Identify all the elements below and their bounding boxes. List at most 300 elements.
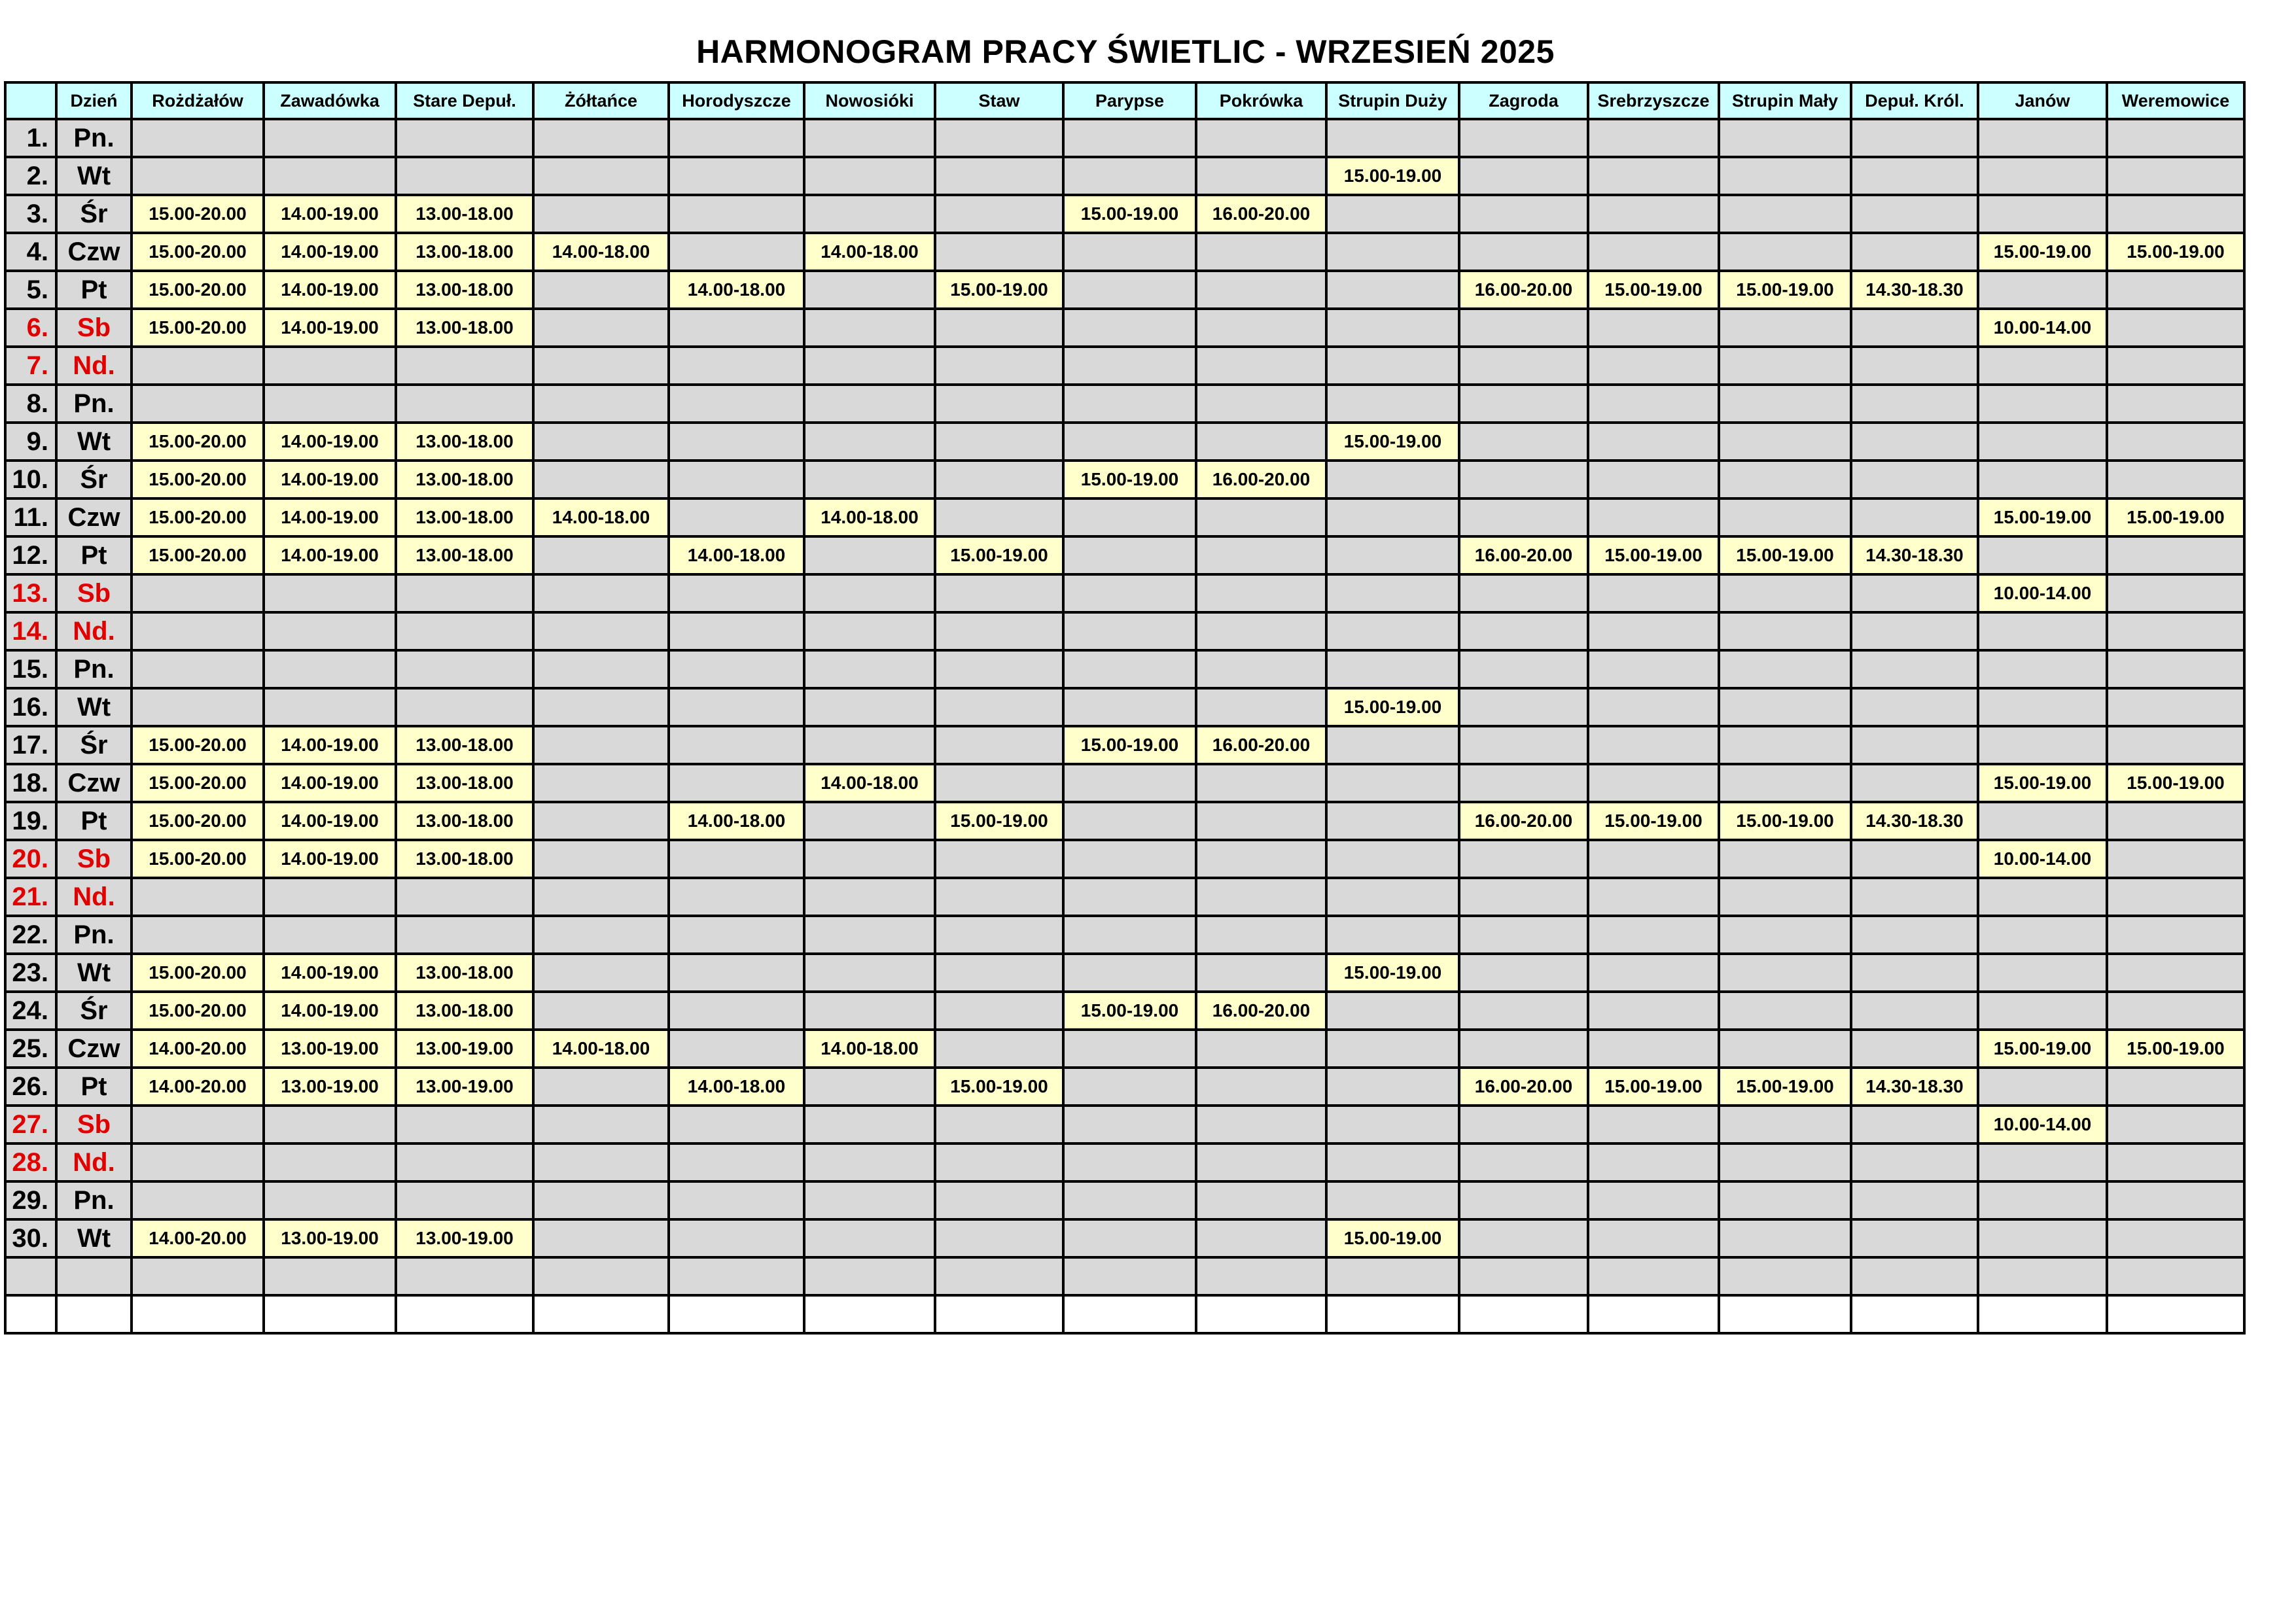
schedule-cell (1719, 1219, 1851, 1257)
schedule-cell (1063, 233, 1196, 271)
schedule-cell (2107, 195, 2244, 233)
schedule-cell (804, 574, 935, 612)
day-number-cell: 24. (5, 992, 56, 1030)
schedule-cell (1196, 1181, 1326, 1219)
schedule-cell (1978, 423, 2107, 461)
schedule-cell (132, 1181, 264, 1219)
schedule-cell (1326, 536, 1459, 574)
header-corner-cell (5, 82, 56, 119)
day-number-cell: 1. (5, 119, 56, 157)
empty-cell (56, 1295, 132, 1333)
empty-cell (1588, 1257, 1719, 1295)
table-row (5, 726, 2244, 764)
schedule-cell (1588, 954, 1719, 992)
schedule-cell: 15.00-19.00 (1719, 802, 1851, 840)
schedule-cell (804, 195, 935, 233)
schedule-cell (669, 195, 804, 233)
schedule-cell (1459, 119, 1588, 157)
schedule-cell (1851, 878, 1978, 916)
day-number-cell: 4. (5, 233, 56, 271)
schedule-cell: 13.00-18.00 (396, 726, 533, 764)
schedule-cell: 15.00-19.00 (1719, 1068, 1851, 1106)
table-row (5, 802, 2244, 840)
schedule-cell: 15.00-19.00 (1588, 1068, 1719, 1106)
schedule-cell (396, 347, 533, 385)
schedule-cell (132, 612, 264, 650)
schedule-cell (1851, 233, 1978, 271)
schedule-cell (1459, 726, 1588, 764)
schedule-cell (1588, 1030, 1719, 1068)
schedule-cell (1851, 1219, 1978, 1257)
schedule-cell: 15.00-19.00 (1978, 498, 2107, 536)
schedule-cell: 14.00-20.00 (132, 1068, 264, 1106)
schedule-cell: 14.00-18.00 (669, 271, 804, 309)
schedule-cell (1326, 1068, 1459, 1106)
schedule-cell (2107, 423, 2244, 461)
weekday-cell: Pt (56, 271, 132, 309)
schedule-cell (1459, 992, 1588, 1030)
weekday-cell: Śr (56, 992, 132, 1030)
schedule-cell (1588, 916, 1719, 954)
schedule-cell (1851, 574, 1978, 612)
column-header: Depuł. Król. (1851, 82, 1978, 119)
weekday-cell: Czw (56, 1030, 132, 1068)
schedule-cell (1063, 764, 1196, 802)
header-day-cell: Dzień (56, 82, 132, 119)
schedule-cell (1588, 726, 1719, 764)
schedule-cell (1326, 1106, 1459, 1143)
schedule-cell (1851, 840, 1978, 878)
schedule-cell (1719, 119, 1851, 157)
empty-cell (935, 1295, 1063, 1333)
day-number-cell: 2. (5, 157, 56, 195)
schedule-cell: 15.00-20.00 (132, 195, 264, 233)
schedule-cell (132, 878, 264, 916)
empty-cell (669, 1295, 804, 1333)
schedule-cell: 15.00-20.00 (132, 840, 264, 878)
schedule-cell: 14.00-18.00 (804, 498, 935, 536)
schedule-cell (1719, 309, 1851, 347)
schedule-cell: 13.00-18.00 (396, 802, 533, 840)
empty-cell (533, 1257, 669, 1295)
schedule-cell (1063, 612, 1196, 650)
schedule-cell (132, 385, 264, 423)
table-row (5, 119, 2244, 157)
schedule-cell (804, 954, 935, 992)
schedule-cell (264, 1143, 396, 1181)
schedule-cell (804, 536, 935, 574)
table-row (5, 423, 2244, 461)
schedule-cell (1196, 954, 1326, 992)
schedule-cell (1196, 1219, 1326, 1257)
empty-cell (1196, 1295, 1326, 1333)
schedule-cell: 14.00-19.00 (264, 536, 396, 574)
schedule-cell (669, 385, 804, 423)
schedule-cell (132, 157, 264, 195)
schedule-cell (533, 385, 669, 423)
schedule-cell (1459, 347, 1588, 385)
schedule-cell (264, 385, 396, 423)
schedule-cell (1063, 309, 1196, 347)
schedule-cell (1459, 954, 1588, 992)
schedule-cell (533, 1219, 669, 1257)
schedule-cell (533, 347, 669, 385)
schedule-cell (935, 1219, 1063, 1257)
schedule-cell (1063, 271, 1196, 309)
empty-cell (1978, 1257, 2107, 1295)
weekday-cell: Pt (56, 1068, 132, 1106)
schedule-cell (1459, 423, 1588, 461)
day-number-cell: 17. (5, 726, 56, 764)
schedule-cell (1459, 498, 1588, 536)
schedule-cell: 13.00-19.00 (396, 1030, 533, 1068)
schedule-cell (1063, 802, 1196, 840)
schedule-cell (804, 612, 935, 650)
schedule-cell (1851, 1106, 1978, 1143)
schedule-cell (935, 498, 1063, 536)
schedule-cell (1588, 612, 1719, 650)
weekday-cell: Pt (56, 536, 132, 574)
weekday-cell: Sb (56, 1106, 132, 1143)
schedule-cell (2107, 612, 2244, 650)
schedule-cell (132, 650, 264, 688)
schedule-cell (669, 764, 804, 802)
schedule-cell (935, 157, 1063, 195)
schedule-cell (1196, 764, 1326, 802)
schedule-cell (1978, 1219, 2107, 1257)
schedule-cell (1326, 916, 1459, 954)
schedule-cell: 15.00-19.00 (935, 802, 1063, 840)
schedule-cell: 14.00-18.00 (669, 1068, 804, 1106)
schedule-cell (2107, 119, 2244, 157)
table-row (5, 954, 2244, 992)
weekday-cell: Sb (56, 309, 132, 347)
schedule-cell: 15.00-20.00 (132, 233, 264, 271)
schedule-cell (1459, 688, 1588, 726)
schedule-cell (264, 650, 396, 688)
schedule-cell (1851, 385, 1978, 423)
schedule-cell: 15.00-19.00 (1326, 688, 1459, 726)
schedule-cell (396, 650, 533, 688)
schedule-cell (1459, 1030, 1588, 1068)
schedule-cell (669, 157, 804, 195)
column-header: Horodyszcze (669, 82, 804, 119)
schedule-cell (2107, 726, 2244, 764)
schedule-cell: 14.30-18.30 (1851, 536, 1978, 574)
schedule-cell (1326, 992, 1459, 1030)
schedule-cell (132, 1106, 264, 1143)
schedule-cell (935, 764, 1063, 802)
schedule-cell (1196, 650, 1326, 688)
schedule-cell (1978, 385, 2107, 423)
schedule-cell (1719, 498, 1851, 536)
table-row (5, 309, 2244, 347)
schedule-cell (1851, 309, 1978, 347)
schedule-cell: 16.00-20.00 (1196, 461, 1326, 498)
schedule-cell: 13.00-19.00 (264, 1068, 396, 1106)
schedule-cell (1459, 1181, 1588, 1219)
schedule-cell (2107, 840, 2244, 878)
day-number-cell: 27. (5, 1106, 56, 1143)
schedule-cell (1978, 1068, 2107, 1106)
schedule-cell (935, 233, 1063, 271)
table-row (5, 461, 2244, 498)
schedule-cell: 13.00-18.00 (396, 271, 533, 309)
weekday-cell: Wt (56, 954, 132, 992)
day-number-cell: 21. (5, 878, 56, 916)
schedule-cell (1326, 309, 1459, 347)
schedule-cell (1719, 688, 1851, 726)
schedule-cell: 15.00-19.00 (1063, 992, 1196, 1030)
empty-cell (1196, 1257, 1326, 1295)
schedule-cell (1063, 1106, 1196, 1143)
schedule-cell (1978, 271, 2107, 309)
weekday-cell: Nd. (56, 878, 132, 916)
weekday-cell: Pn. (56, 1181, 132, 1219)
weekday-cell: Wt (56, 157, 132, 195)
schedule-cell (1588, 1181, 1719, 1219)
schedule-cell: 14.00-19.00 (264, 271, 396, 309)
schedule-cell (669, 233, 804, 271)
schedule-cell (264, 347, 396, 385)
schedule-cell (1196, 1068, 1326, 1106)
schedule-cell (1196, 119, 1326, 157)
schedule-cell (533, 726, 669, 764)
schedule-cell: 14.00-20.00 (132, 1030, 264, 1068)
schedule-cell (1978, 461, 2107, 498)
schedule-cell (533, 309, 669, 347)
schedule-cell (1851, 688, 1978, 726)
table-row (5, 385, 2244, 423)
schedule-cell (1326, 802, 1459, 840)
weekday-cell: Czw (56, 233, 132, 271)
column-header: Janów (1978, 82, 2107, 119)
empty-cell (5, 1295, 56, 1333)
schedule-cell (669, 688, 804, 726)
schedule-cell: 13.00-18.00 (396, 764, 533, 802)
schedule-cell (1326, 764, 1459, 802)
column-header: Staw (935, 82, 1063, 119)
weekday-cell: Śr (56, 195, 132, 233)
schedule-cell (1326, 271, 1459, 309)
schedule-cell (669, 423, 804, 461)
schedule-cell (264, 916, 396, 954)
schedule-cell (1851, 650, 1978, 688)
schedule-cell (1326, 347, 1459, 385)
schedule-cell (533, 1143, 669, 1181)
schedule-cell: 13.00-18.00 (396, 498, 533, 536)
schedule-cell (1326, 119, 1459, 157)
day-number-cell: 12. (5, 536, 56, 574)
schedule-cell (1588, 157, 1719, 195)
empty-cell (5, 1257, 56, 1295)
schedule-cell (1719, 157, 1851, 195)
schedule-cell (1588, 461, 1719, 498)
day-number-cell: 26. (5, 1068, 56, 1106)
schedule-cell (669, 1106, 804, 1143)
schedule-cell (935, 1030, 1063, 1068)
empty-cell (669, 1257, 804, 1295)
schedule-cell (1851, 916, 1978, 954)
schedule-cell: 15.00-19.00 (1719, 271, 1851, 309)
empty-cell (264, 1257, 396, 1295)
schedule-cell (1588, 498, 1719, 536)
schedule-cell: 14.00-18.00 (533, 233, 669, 271)
schedule-cell: 15.00-20.00 (132, 461, 264, 498)
day-number-cell: 20. (5, 840, 56, 878)
schedule-cell (2107, 157, 2244, 195)
day-number-cell: 9. (5, 423, 56, 461)
schedule-cell (1978, 802, 2107, 840)
schedule-cell (1719, 840, 1851, 878)
day-number-cell: 5. (5, 271, 56, 309)
schedule-cell: 15.00-19.00 (1978, 764, 2107, 802)
schedule-cell: 14.00-19.00 (264, 764, 396, 802)
table-row (5, 688, 2244, 726)
schedule-cell (1719, 574, 1851, 612)
schedule-cell: 14.00-20.00 (132, 1219, 264, 1257)
schedule-cell (669, 992, 804, 1030)
schedule-cell (1851, 498, 1978, 536)
schedule-cell (935, 726, 1063, 764)
schedule-cell (2107, 954, 2244, 992)
schedule-cell (1196, 574, 1326, 612)
empty-cell (1851, 1295, 1978, 1333)
weekday-cell: Pn. (56, 916, 132, 954)
schedule-cell (396, 612, 533, 650)
schedule-cell (804, 157, 935, 195)
schedule-cell (533, 916, 669, 954)
schedule-cell (1196, 1143, 1326, 1181)
schedule-cell: 13.00-18.00 (396, 309, 533, 347)
column-header: Stare Depuł. (396, 82, 533, 119)
schedule-cell (1063, 954, 1196, 992)
schedule-cell (1978, 1143, 2107, 1181)
schedule-cell (2107, 536, 2244, 574)
table-row (5, 650, 2244, 688)
schedule-cell (1326, 840, 1459, 878)
weekday-cell: Sb (56, 840, 132, 878)
schedule-cell: 15.00-20.00 (132, 992, 264, 1030)
column-header: Żółtańce (533, 82, 669, 119)
schedule-cell: 15.00-19.00 (1978, 233, 2107, 271)
schedule-cell (2107, 1219, 2244, 1257)
schedule-cell (1719, 423, 1851, 461)
schedule-cell (1851, 119, 1978, 157)
schedule-cell: 15.00-19.00 (2107, 764, 2244, 802)
schedule-cell (1978, 688, 2107, 726)
schedule-cell (396, 385, 533, 423)
empty-cell (1063, 1257, 1196, 1295)
day-number-cell: 22. (5, 916, 56, 954)
page-title: HARMONOGRAM PRACY ŚWIETLIC - WRZESIEŃ 2025 (696, 33, 1555, 70)
schedule-cell (1719, 1030, 1851, 1068)
schedule-cell (132, 119, 264, 157)
schedule-cell (533, 650, 669, 688)
schedule-cell (804, 688, 935, 726)
empty-cell (1588, 1295, 1719, 1333)
schedule-cell (2107, 385, 2244, 423)
schedule-cell (533, 1181, 669, 1219)
schedule-cell (1063, 1181, 1196, 1219)
schedule-cell: 14.00-18.00 (533, 498, 669, 536)
table-row (5, 536, 2244, 574)
schedule-cell (1588, 688, 1719, 726)
schedule-cell (1851, 157, 1978, 195)
table-row (5, 1068, 2244, 1106)
schedule-cell (669, 347, 804, 385)
table-row (5, 157, 2244, 195)
schedule-cell (1326, 461, 1459, 498)
schedule-cell (2107, 688, 2244, 726)
schedule-cell (533, 612, 669, 650)
day-number-cell: 19. (5, 802, 56, 840)
schedule-cell (935, 840, 1063, 878)
empty-cell (533, 1295, 669, 1333)
table-row (5, 1219, 2244, 1257)
schedule-cell (2107, 650, 2244, 688)
table-row (5, 1106, 2244, 1143)
table-row (5, 347, 2244, 385)
schedule-cell: 13.00-18.00 (396, 536, 533, 574)
schedule-cell (935, 1181, 1063, 1219)
schedule-cell (1196, 498, 1326, 536)
schedule-cell (1063, 916, 1196, 954)
day-number-cell: 3. (5, 195, 56, 233)
schedule-cell (2107, 1068, 2244, 1106)
empty-cell (1459, 1257, 1588, 1295)
empty-cell (1719, 1257, 1851, 1295)
day-number-cell: 29. (5, 1181, 56, 1219)
schedule-cell (1588, 347, 1719, 385)
empty-cell (1063, 1295, 1196, 1333)
schedule-cell (1459, 650, 1588, 688)
header-row (5, 82, 2244, 119)
empty-cell (804, 1257, 935, 1295)
schedule-cell: 14.30-18.30 (1851, 1068, 1978, 1106)
schedule-cell (533, 688, 669, 726)
weekday-cell: Wt (56, 423, 132, 461)
schedule-cell (804, 309, 935, 347)
schedule-cell: 15.00-19.00 (1719, 536, 1851, 574)
schedule-cell (1851, 726, 1978, 764)
schedule-cell (1851, 195, 1978, 233)
schedule-cell (1196, 802, 1326, 840)
schedule-cell (396, 878, 533, 916)
schedule-cell (1063, 574, 1196, 612)
schedule-cell (264, 878, 396, 916)
schedule-cell (1719, 347, 1851, 385)
schedule-cell (1978, 992, 2107, 1030)
column-header: Strupin Mały (1719, 82, 1851, 119)
day-number-cell: 8. (5, 385, 56, 423)
schedule-cell (669, 1030, 804, 1068)
schedule-cell (804, 1143, 935, 1181)
schedule-cell (1459, 574, 1588, 612)
schedule-cell (1459, 195, 1588, 233)
schedule-cell (1978, 612, 2107, 650)
weekday-cell: Wt (56, 688, 132, 726)
schedule-cell (804, 347, 935, 385)
schedule-cell (1326, 385, 1459, 423)
table-row (5, 992, 2244, 1030)
schedule-cell (2107, 916, 2244, 954)
schedule-cell (1851, 992, 1978, 1030)
schedule-cell (935, 954, 1063, 992)
schedule-cell (804, 1068, 935, 1106)
schedule-cell: 13.00-19.00 (264, 1030, 396, 1068)
schedule-cell (2107, 992, 2244, 1030)
